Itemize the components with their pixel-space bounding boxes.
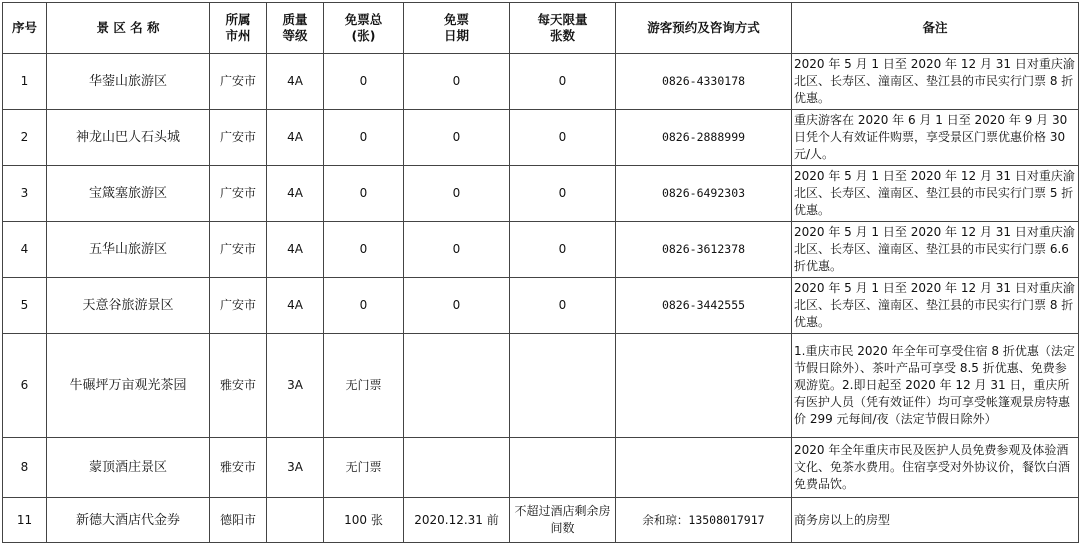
cell-daily-limit: 0 — [510, 222, 616, 278]
cell-note: 2020 年 5 月 1 日至 2020 年 12 月 31 日对重庆渝北区、长寿区、潼南区、垫江县的市民实行门票 5 折优惠。 — [792, 166, 1079, 222]
cell-note: 重庆游客在 2020 年 6 月 1 日至 2020 年 9 月 30 日凭个人有效证件购票，享受景区门票优惠价格 30 元/人。 — [792, 110, 1079, 166]
header-free-date: 免票 日期 — [404, 3, 510, 54]
cell-city: 广安市 — [210, 278, 267, 334]
cell-grade: 4A — [267, 166, 324, 222]
table-row — [3, 438, 1079, 498]
table-row — [3, 334, 1079, 438]
cell-seq: 3 — [3, 166, 47, 222]
cell-free-total: 100 张 — [324, 498, 404, 543]
header-note: 备注 — [792, 3, 1079, 54]
cell-note: 商务房以上的房型 — [792, 498, 1079, 543]
cell-name: 天意谷旅游景区 — [47, 278, 210, 334]
header-free-total: 免票总 (张) — [324, 3, 404, 54]
cell-city: 广安市 — [210, 110, 267, 166]
cell-contact — [616, 438, 792, 498]
cell-free-date: 0 — [404, 278, 510, 334]
table-row — [3, 166, 1079, 222]
cell-name: 五华山旅游区 — [47, 222, 210, 278]
header-grade: 质量 等级 — [267, 3, 324, 54]
cell-seq: 2 — [3, 110, 47, 166]
cell-daily-limit: 0 — [510, 54, 616, 110]
cell-free-date — [404, 334, 510, 438]
header-contact: 游客预约及咨询方式 — [616, 3, 792, 54]
scenic-discount-table — [2, 2, 1079, 543]
cell-free-total: 0 — [324, 110, 404, 166]
cell-free-date: 0 — [404, 54, 510, 110]
cell-grade: 4A — [267, 54, 324, 110]
cell-free-total: 0 — [324, 278, 404, 334]
cell-name: 牛碾坪万亩观光茶园 — [47, 334, 210, 438]
cell-daily-limit — [510, 334, 616, 438]
cell-grade: 3A — [267, 334, 324, 438]
cell-free-date: 0 — [404, 166, 510, 222]
cell-daily-limit: 0 — [510, 110, 616, 166]
cell-daily-limit: 不超过酒店剩余房间数 — [510, 498, 616, 543]
cell-city: 广安市 — [210, 54, 267, 110]
cell-grade: 3A — [267, 438, 324, 498]
cell-city: 德阳市 — [210, 498, 267, 543]
table-header-row — [3, 3, 1079, 54]
header-name: 景 区 名 称 — [47, 3, 210, 54]
cell-contact: 0826-3442555 — [616, 278, 792, 334]
header-daily-limit: 每天限量 张数 — [510, 3, 616, 54]
cell-name: 神龙山巴人石头城 — [47, 110, 210, 166]
table-row — [3, 54, 1079, 110]
cell-seq: 6 — [3, 334, 47, 438]
cell-seq: 8 — [3, 438, 47, 498]
cell-contact — [616, 334, 792, 438]
cell-grade: 4A — [267, 222, 324, 278]
table-row — [3, 222, 1079, 278]
table-row — [3, 110, 1079, 166]
cell-note: 2020 年 5 月 1 日至 2020 年 12 月 31 日对重庆渝北区、长寿区、潼南区、垫江县的市民实行门票 6.6 折优惠。 — [792, 222, 1079, 278]
cell-city: 雅安市 — [210, 438, 267, 498]
cell-seq: 4 — [3, 222, 47, 278]
cell-contact: 0826-6492303 — [616, 166, 792, 222]
cell-note: 1.重庆市民 2020 年全年可享受住宿 8 折优惠（法定节假日除外）、茶叶产品可享受 8.5 折优惠、免费参观游览。2.即日起至 2020 年 12 月 31 日，重庆所有医护人员（凭有效证件）均可享受帐篷观景房特惠价 299 元每间/夜（法定节假日除外） — [792, 334, 1079, 438]
cell-note: 2020 年 5 月 1 日至 2020 年 12 月 31 日对重庆渝北区、长寿区、潼南区、垫江县的市民实行门票 8 折优惠。 — [792, 54, 1079, 110]
table-row — [3, 278, 1079, 334]
cell-free-total: 无门票 — [324, 334, 404, 438]
cell-free-date: 0 — [404, 110, 510, 166]
cell-free-total: 0 — [324, 54, 404, 110]
cell-seq: 11 — [3, 498, 47, 543]
header-seq: 序号 — [3, 3, 47, 54]
cell-daily-limit: 0 — [510, 166, 616, 222]
cell-city: 广安市 — [210, 222, 267, 278]
cell-note: 2020 年全年重庆市民及医护人员免费参观及体验酒文化、免茶水费用。住宿享受对外协议价，餐饮白酒免费品饮。 — [792, 438, 1079, 498]
cell-contact: 余和琼：13508017917 — [616, 498, 792, 543]
cell-name: 蒙顶酒庄景区 — [47, 438, 210, 498]
cell-contact: 0826-4330178 — [616, 54, 792, 110]
cell-free-date — [404, 438, 510, 498]
cell-free-total: 0 — [324, 222, 404, 278]
cell-seq: 1 — [3, 54, 47, 110]
cell-contact: 0826-2888999 — [616, 110, 792, 166]
cell-daily-limit: 0 — [510, 278, 616, 334]
cell-free-date: 2020.12.31 前 — [404, 498, 510, 543]
cell-free-date: 0 — [404, 222, 510, 278]
cell-name: 华蓥山旅游区 — [47, 54, 210, 110]
cell-free-total: 无门票 — [324, 438, 404, 498]
cell-name: 宝箴塞旅游区 — [47, 166, 210, 222]
cell-city: 广安市 — [210, 166, 267, 222]
cell-seq: 5 — [3, 278, 47, 334]
cell-city: 雅安市 — [210, 334, 267, 438]
cell-free-total: 0 — [324, 166, 404, 222]
cell-note: 2020 年 5 月 1 日至 2020 年 12 月 31 日对重庆渝北区、长寿区、潼南区、垫江县的市民实行门票 8 折优惠。 — [792, 278, 1079, 334]
cell-contact: 0826-3612378 — [616, 222, 792, 278]
cell-grade: 4A — [267, 110, 324, 166]
cell-daily-limit — [510, 438, 616, 498]
cell-grade: 4A — [267, 278, 324, 334]
table-row — [3, 498, 1079, 543]
cell-grade — [267, 498, 324, 543]
cell-name: 新德大酒店代金券 — [47, 498, 210, 543]
header-city: 所属 市州 — [210, 3, 267, 54]
